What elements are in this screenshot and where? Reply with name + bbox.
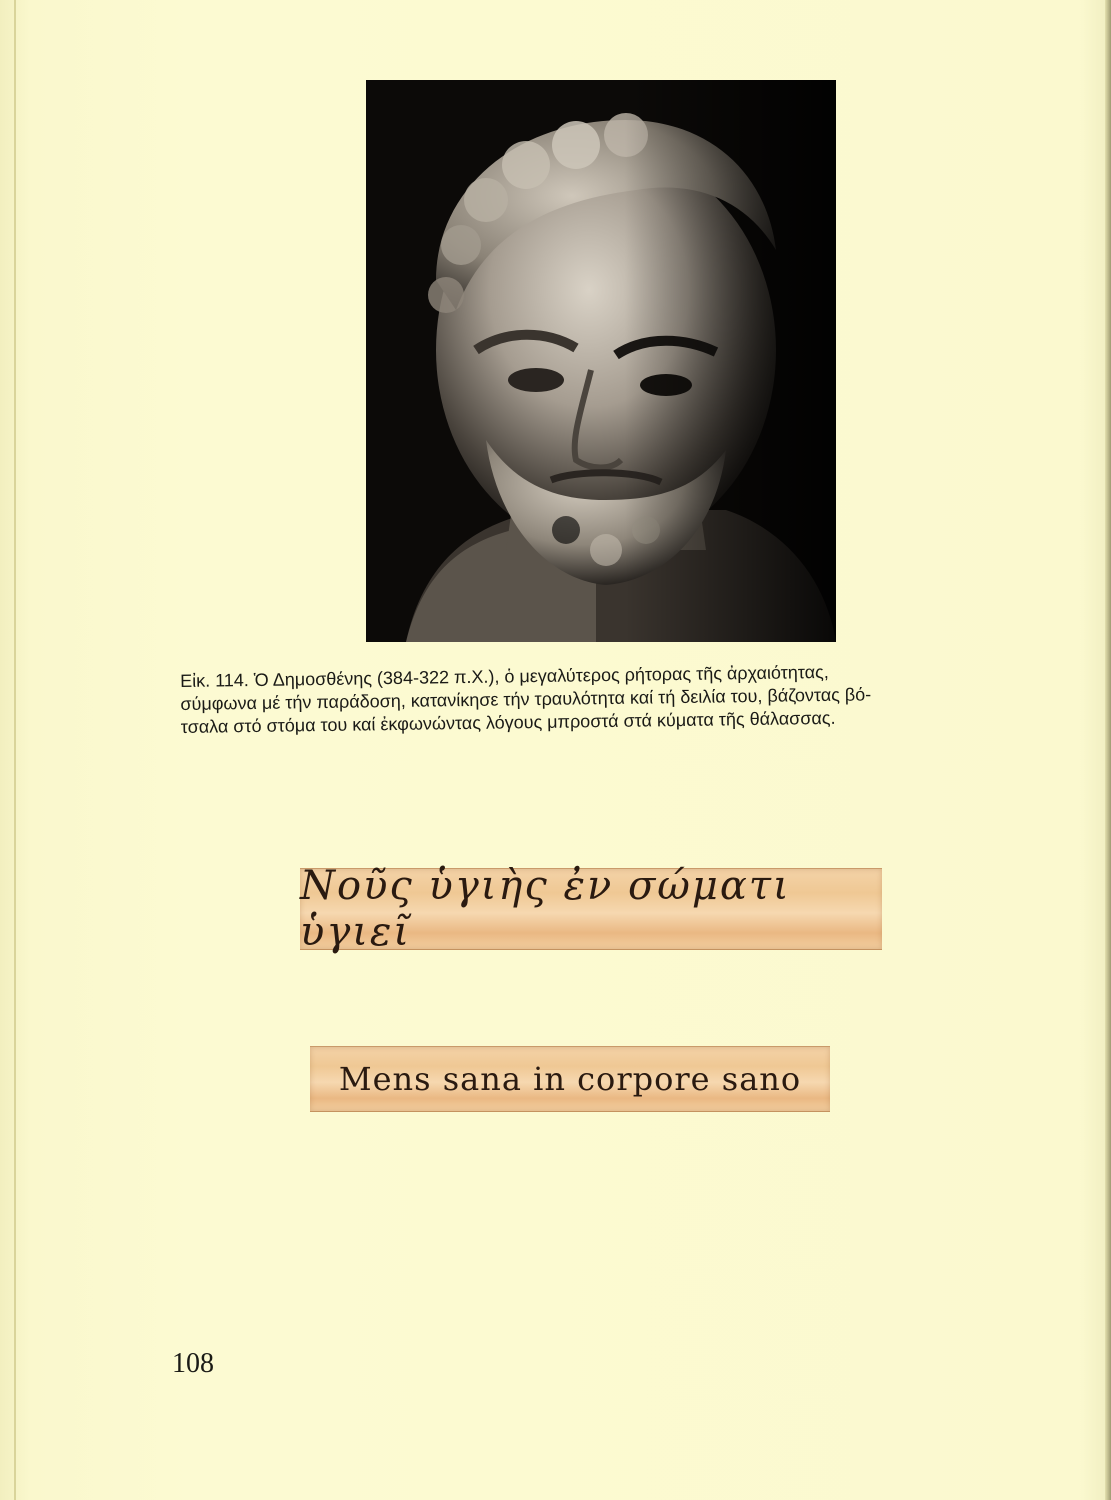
page-number: 108 [172, 1348, 214, 1379]
greek-motto-text: Νοῦς ὑγιὴς ἐν σώματι ὑγιεῖ [300, 863, 791, 955]
page-right-edge [1105, 0, 1111, 1500]
figure-caption [180, 658, 1021, 739]
latin-motto-text: Mens sana in corpore sano [338, 1060, 802, 1098]
demosthenes-bust-photo [366, 80, 836, 642]
caption-line: σύμφωνα μέ τήν παράδοση, κατανίκησε τήν τραυλότητα καί τή δειλία του, βάζοντας βό- [180, 684, 872, 714]
latin-motto-banner [310, 1046, 830, 1112]
bust-illustration [366, 80, 836, 642]
caption-line: Εἰκ. 114. Ὁ Δημοσθένης (384-322 π.Χ.), ὁ μεγαλύτερος ρήτορας τῆς ἀρχαιότητας, [180, 661, 829, 691]
caption-line: τσαλα στό στόμα του καί ἐκφωνώντας λόγους μπροστά στά κύματα τῆς θάλασσας. [180, 707, 836, 737]
page-gutter-edge [14, 0, 16, 1500]
greek-motto-banner [300, 863, 882, 955]
